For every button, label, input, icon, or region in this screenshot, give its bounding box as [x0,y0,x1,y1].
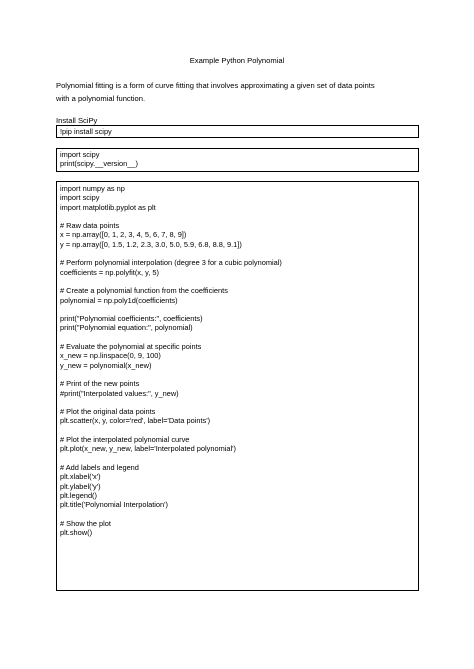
code-line [60,333,418,342]
code-line: # Create a polynomial function from the coefficients [60,286,228,296]
code-line [60,249,418,258]
code-line [60,426,418,435]
code-line: !pip install scipy [60,127,112,136]
code-block-install [56,125,419,138]
code-line [60,509,418,518]
code-line: plt.xlabel('x') [60,472,101,482]
code-line: plt.ylabel('y') [60,481,101,491]
code-line: # Evaluate the polynomial at specific points [60,342,202,352]
intro-paragraph [56,80,421,105]
code-line: x = np.array([0, 1, 2, 3, 4, 5, 6, 7, 8, 9]) [60,230,187,240]
code-line [60,305,418,314]
code-line [60,212,418,221]
code-line: import scipy [60,150,100,159]
code-line [60,277,418,286]
code-line: print("Polynomial coefficients:", coefficients) [60,314,203,324]
intro-line-2: with a polynomial function. [56,93,146,103]
code-line [60,398,418,407]
code-line: plt.legend() [60,490,97,500]
code-line: # Show the plot [60,518,111,528]
code-line: # Perform polynomial interpolation (degree 3 for a cubic polynomial) [60,258,282,268]
code-line: # Print of the new points [60,379,140,389]
code-line: #print("Interpolated values:", y_new) [60,388,179,398]
code-line: import matplotlib.pyplot as plt [60,202,156,212]
code-block-version [56,148,419,172]
code-line: x_new = np.linspace(0, 9, 100) [60,351,161,361]
code-line: # Plot the interpolated polynomial curve [60,435,190,445]
code-line: coefficients = np.polyfit(x, y, 5) [60,267,159,277]
code-line: # Add labels and legend [60,462,139,472]
code-line: polynomial = np.poly1d(coefficients) [60,295,178,305]
code-line: print("Polynomial equation:", polynomial) [60,323,193,333]
code-block-main [56,181,419,591]
code-line: plt.scatter(x, y, color='red', label='Data points') [60,416,211,426]
code-line [60,370,418,379]
code-line: # Raw data points [60,221,120,231]
code-line: import scipy [60,193,100,203]
code-line: plt.show() [60,527,93,537]
code-line: # Plot the original data points [60,407,156,417]
document-title: Example Python Polynomial [189,56,285,65]
code-line: print(scipy.__version__) [60,159,138,169]
code-line [60,454,418,463]
code-line: y = np.array([0, 1.5, 1.2, 2.3, 3.0, 5.0, 5.9, 6.8, 8.8, 9.1]) [60,239,242,249]
install-label: Install SciPy [56,116,98,125]
intro-line-1: Polynomial fitting is a form of curve fitting that involves approximating a given set of data points [56,81,375,90]
code-line: plt.title('Polynomial Interpolation') [60,500,168,510]
code-line: plt.plot(x_new, y_new, label='Interpolated polynomial') [60,444,236,454]
code-line: import numpy as np [60,184,125,193]
code-line: y_new = polynomial(x_new) [60,360,152,370]
